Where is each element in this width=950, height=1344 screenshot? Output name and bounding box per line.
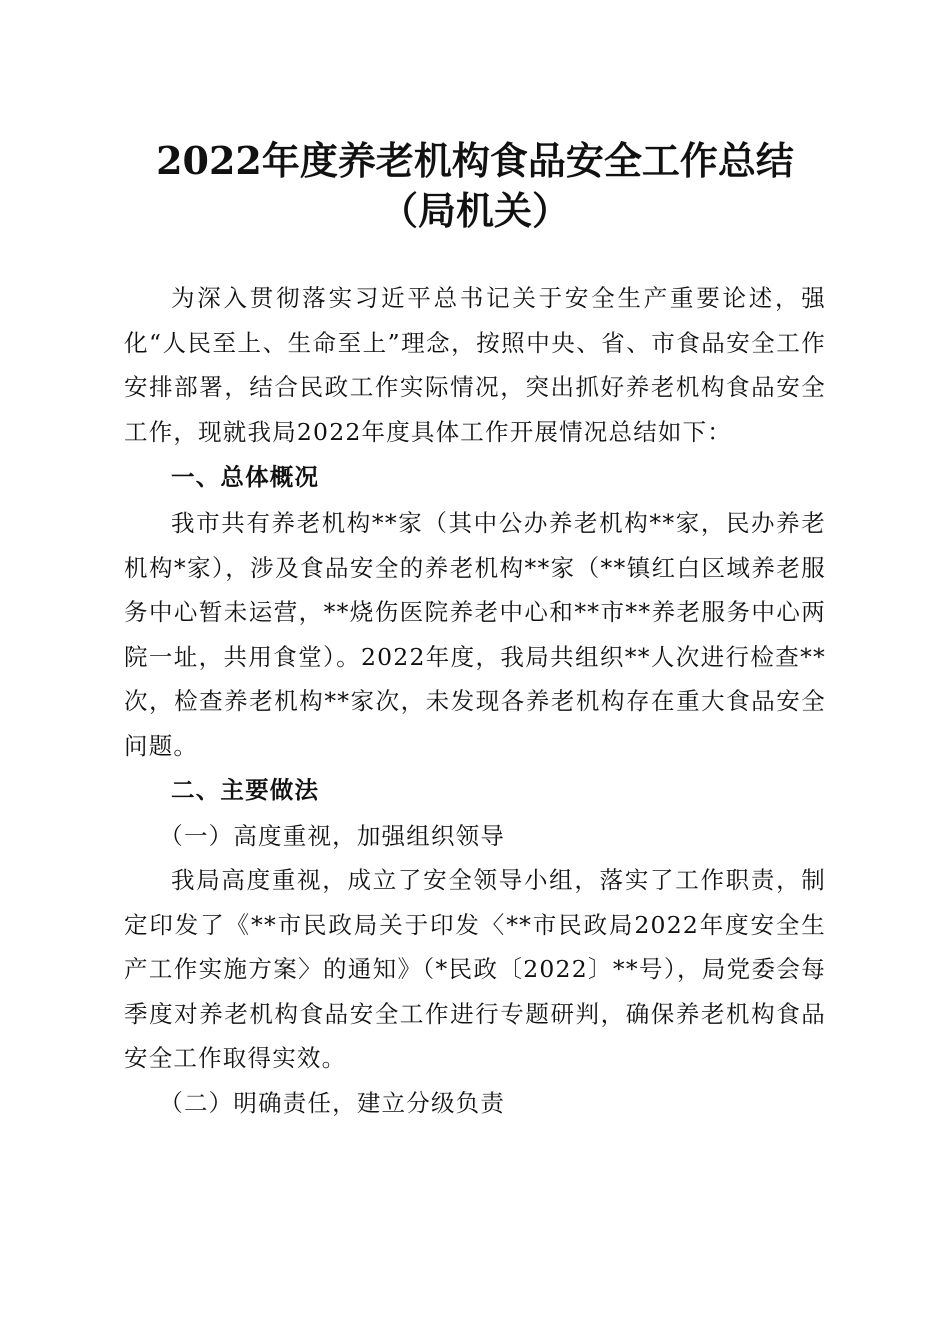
document-title: 2022年度养老机构食品安全工作总结（局机关） bbox=[156, 138, 794, 233]
organization-paragraph: 我局高度重视，成立了安全领导小组，落实了工作职责，制定印发了《**市民政局关于印发〈**市民政局2022年度安全生产工作实施方案〉的通知》（*民政〔2022〕**号），局党委会每季度对养老机构食品安全工作进行专题研判，确保养老机构食品安全工作取得实效。 bbox=[124, 866, 826, 1072]
subsection-heading-organization: （一）高度重视，加强组织领导 bbox=[159, 822, 506, 850]
intro-paragraph: 为深入贯彻落实习近平总书记关于安全生产重要论述，强化“人民至上、生命至上”理念，按照中央、省、市食品安全工作安排部署，结合民政工作实际情况，突出抓好养老机构食品安全工作，现就我局2022年度具体工作开展情况总结如下： bbox=[124, 284, 826, 446]
section-heading-main-practices: 二、主要做法 bbox=[171, 776, 320, 804]
subsection-heading-responsibility: （二）明确责任，建立分级负责 bbox=[159, 1089, 506, 1117]
overview-paragraph: 我市共有养老机构**家（其中公办养老机构**家，民办养老机构*家），涉及食品安全的养老机构**家（**镇红白区域养老服务中心暂未运营，**烧伤医院养老中心和**市**养老服务中心两院一址，共用食堂）。2022年度，我局共组织**人次进行检查**次，检查养老机构**家次，未发现各养老机构存在重大食品安全问题。 bbox=[124, 509, 826, 760]
section-heading-overview: 一、总体概况 bbox=[171, 463, 320, 491]
